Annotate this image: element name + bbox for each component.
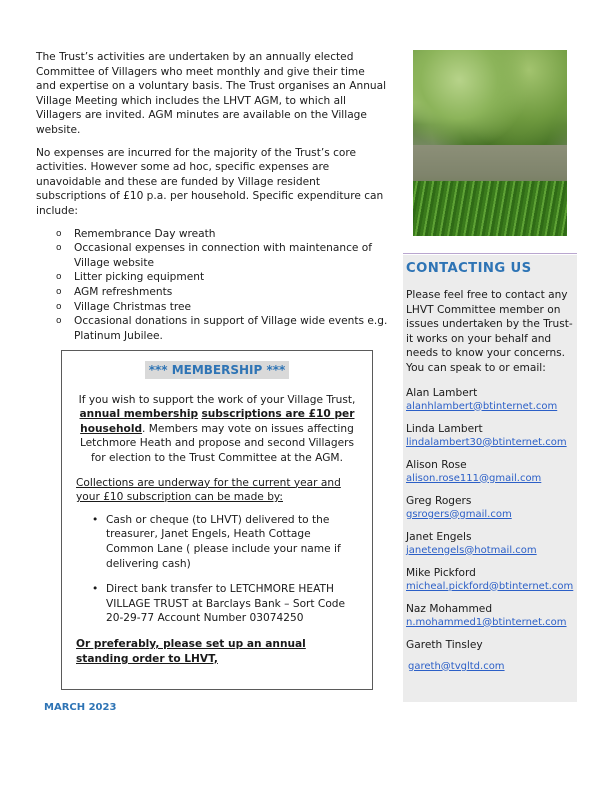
contact-name: Mike Pickford xyxy=(406,566,476,579)
grass-shape xyxy=(413,181,567,236)
contact-name: Naz Mohammed xyxy=(406,602,493,615)
list-item: o Occasional expenses in connection with maintenance of Village website xyxy=(56,242,373,269)
email-link[interactable]: janetengels@hotmail.com xyxy=(406,544,537,556)
contact-person xyxy=(406,602,574,629)
bullet-icon: o xyxy=(56,228,62,239)
list-item: • Direct bank transfer to LETCHMORE HEATH VILLAGE TRUST at Barclays Bank – Sort Code 20-29-77 Account Number 03074250 xyxy=(92,583,346,625)
email-link[interactable]: lindalambert30@btinternet.com xyxy=(406,436,567,448)
contact-name: Linda Lambert xyxy=(406,422,483,435)
foliage-shape xyxy=(413,50,567,150)
email-link[interactable]: alison.rose111@gmail.com xyxy=(406,472,542,484)
email-link[interactable]: alanhlambert@btinternet.com xyxy=(406,400,558,412)
contact-title: CONTACTING US xyxy=(406,261,532,276)
bullet-icon: o xyxy=(56,301,62,312)
contact-person xyxy=(406,494,574,521)
contact-person xyxy=(406,458,574,485)
contact-person xyxy=(406,530,574,557)
left-column xyxy=(36,50,388,343)
trust-activities-paragraph: The Trust’s activities are undertaken by an annually elected Committee of Villagers who meet monthly and give their time and expertise on a voluntary basis. The Trust organises an Annual Village Meeting which includes the LHVT AGM, to which all Villagers are invited. AGM minutes are available on the Village website. xyxy=(36,51,387,136)
bullet-icon: • xyxy=(92,513,99,526)
standing-order-note: Or preferably, please set up an annual standing order to LHVT, xyxy=(76,637,306,665)
contact-name: Alison Rose xyxy=(406,458,467,471)
bullet-icon: o xyxy=(56,243,62,254)
contact-name: Greg Rogers xyxy=(406,494,472,507)
expenses-paragraph: No expenses are incurred for the majority of the Trust’s core activities. However some ad hoc, specific expenses are unavoidable and these are funded by Village resident subscriptions of £10 p.a. per household. Specific expenditure can include: xyxy=(36,146,384,217)
membership-intro: If you wish to support the work of your Village Trust, annual membership subscriptions are £10 per household. Members may vote on issues affecting Letchmore Heath and propose and second Villagers for election to the Trust Committee at the AGM. xyxy=(78,393,356,464)
expenses-list xyxy=(36,227,388,344)
list-item: o Occasional donations in support of Village wide events e.g. Platinum Jubilee. xyxy=(56,315,388,342)
collections-note: Collections are underway for the current year and your £10 subscription can be made by: xyxy=(76,476,341,504)
email-link[interactable]: gareth@tvgltd.com xyxy=(408,660,505,672)
contact-name: Gareth Tinsley xyxy=(406,638,483,651)
list-item: • Cash or cheque (to LHVT) delivered to the treasurer, Janet Engels, Heath Cottage Common Lane ( please include your name if delivering cash) xyxy=(92,513,341,570)
list-item: o Litter picking equipment xyxy=(56,271,205,284)
list-item: o Village Christmas tree xyxy=(56,300,192,313)
bullet-icon: • xyxy=(92,583,99,596)
list-item: o Remembrance Day wreath xyxy=(56,227,216,240)
email-link[interactable]: micheal.pickford@btinternet.com xyxy=(406,580,574,592)
contact-person xyxy=(406,422,574,449)
river-photo xyxy=(413,50,567,236)
contact-person xyxy=(406,566,574,593)
list-item: o AGM refreshments xyxy=(56,285,173,298)
contact-panel xyxy=(403,255,577,702)
email-link[interactable]: gsrogers@gmail.com xyxy=(406,508,512,520)
contact-intro: Please feel free to contact any LHVT Committee member on issues undertaken by the Trust- it works on your behalf and needs to know your concerns. You can speak to or email: xyxy=(406,289,573,374)
contact-person xyxy=(406,638,574,673)
divider xyxy=(403,253,577,254)
membership-title: *** MEMBERSHIP *** xyxy=(76,363,358,379)
payment-methods-list xyxy=(76,513,358,626)
bullet-icon: o xyxy=(56,316,62,327)
contact-person xyxy=(406,386,574,413)
email-link[interactable]: n.mohammed1@btinternet.com xyxy=(406,616,567,628)
bullet-icon: o xyxy=(56,286,62,297)
contact-name: Alan Lambert xyxy=(406,386,478,399)
membership-box xyxy=(61,350,373,690)
contact-name: Janet Engels xyxy=(406,530,472,543)
bullet-icon: o xyxy=(56,272,62,283)
footer-date: MARCH 2023 xyxy=(44,702,117,713)
